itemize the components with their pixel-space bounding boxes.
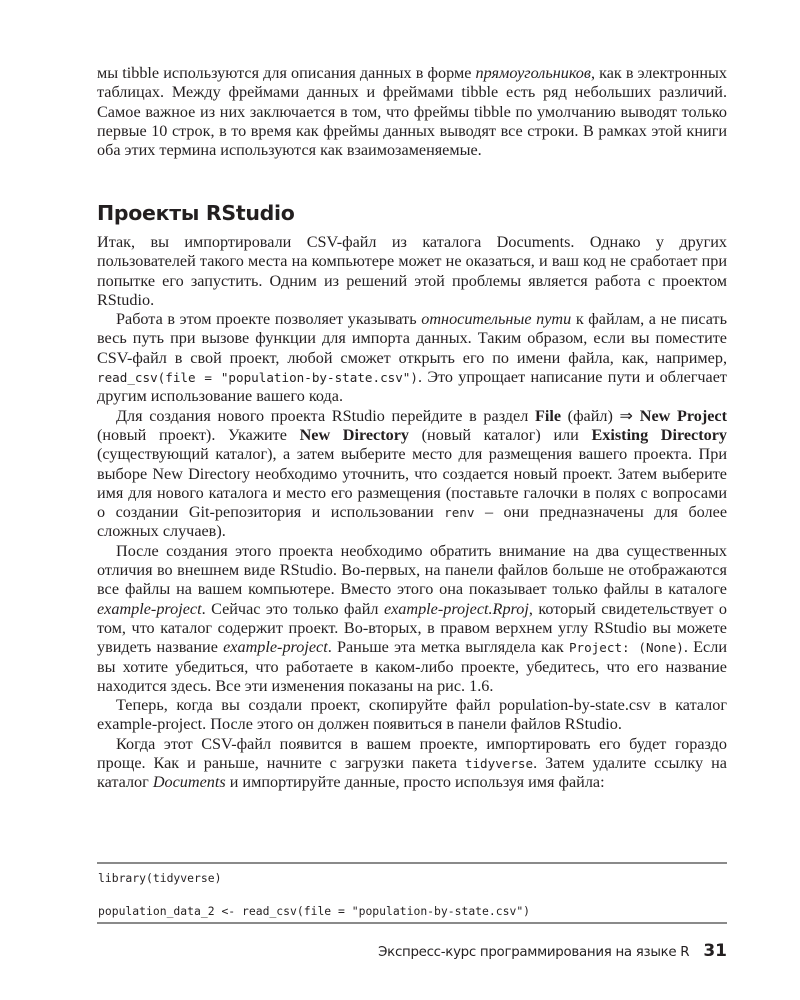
paragraph (97, 64, 727, 160)
text-run: (существующий каталог), а затем выберите место для размещения вашего проекта. При выборе New Directory необходимо уточнить, что создается новый проект. Затем выберите имя для нового каталога и место его размещения (поставьте галочки в полях с вопросами о создании Git-репозитория и использовании (97, 445, 727, 522)
text-run: . Раньше эта метка выглядела как (327, 638, 569, 657)
code-line: library(tidyverse) (98, 871, 222, 885)
text-run: , как в электронных таблицах. Между фреймами данных и фреймами tibble есть ряд небольших различий. Самое важное из них заключается в том, что фреймы tibble по умолчанию выводят только первые 10 строк, в то время как фреймы данных выводят все строки. В рамках этой книги оба этих термина используются как взаимозаменяемые. (97, 64, 727, 160)
text-run: (новый проект). Укажите (97, 425, 300, 444)
section-heading: Проекты RStudio (97, 201, 295, 225)
paragraph (97, 696, 727, 735)
emphasis-text: прямоугольников (475, 64, 591, 82)
text-run: и импортируйте данные, просто используя имя файла: (225, 773, 605, 792)
page-number: 31 (703, 941, 727, 961)
emphasis-text: example-project (97, 599, 202, 618)
text-run: (файл) ⇒ (561, 406, 640, 425)
emphasis-text: example-project (223, 638, 328, 657)
bold-term: New Directory (299, 425, 410, 444)
text-run: . Затем удалите ссылку на каталог (97, 754, 727, 792)
text-run: Теперь, когда вы создали проект, скопируйте файл population-by-state.csv в каталог example-project. После этого он должен появиться в панели файлов RStudio. (97, 696, 727, 734)
text-run: Когда этот CSV-файл появится в вашем проекте, импортировать его будет гораздо проще. Как и раньше, начните с загрузки пакета (97, 734, 727, 773)
paragraph (97, 542, 727, 696)
text-run: . Сейчас это только файл (201, 599, 384, 618)
emphasis-text: example-project.Rproj (383, 599, 529, 618)
emphasis-text: относительные пути (421, 310, 572, 329)
paragraph (97, 310, 727, 406)
paragraph (97, 735, 727, 793)
text-run: . Если вы хотите убедиться, что работаете в каком-либо проекте, убедитесь, что его название находится здесь. Все эти изменения показаны на рис. 1.6. (97, 638, 727, 695)
paragraph (97, 407, 727, 542)
emphasis-text: Documents (152, 773, 226, 792)
code-line: population_data_2 <- read_csv(file = "population-by-state.csv") (98, 904, 531, 918)
bold-term: Existing Directory (591, 425, 728, 444)
text-run: Работа в этом проекте позволяет указывать (116, 310, 422, 329)
paragraph (97, 233, 727, 310)
text-run: – они предназначены для более сложных случаев). (97, 503, 728, 541)
inline-code: Project: (None) (568, 640, 684, 656)
inline-code: read_csv(file = "population-by-state.csv") (97, 370, 418, 386)
text-run: Итак, вы импортировали CSV-файл из каталога Documents. Однако у других пользователей такого места на компьютере может не оказаться, и ваш код не сработает при попытке его запустить. Одним из решений этой проблемы является работа с проектом RStudio. (97, 233, 727, 309)
text-run: (новый каталог) или (409, 425, 592, 444)
bold-term: File (534, 406, 562, 425)
code-block (97, 862, 727, 924)
page-footer (378, 941, 727, 961)
text-run: , который свидетельствует о том, что каталог содержит проект. Во-вторых, в правом верхнем углу RStudio вы можете увидеть название (97, 599, 727, 657)
text-run: После создания этого проекта необходимо обратить внимание на два существенных отличия во внешнем виде RStudio. Во-первых, на панели файлов больше не отображаются все файлы на вашем компьютере. Вместо этого она показывает только файлы в каталоге (97, 541, 727, 599)
section-body (97, 233, 727, 793)
running-title: Экспресс-курс программирования на языке R (378, 945, 690, 960)
text-run: Для создания нового проекта RStudio перейдите в раздел (116, 406, 535, 425)
text-run: . Это упрощает написание пути и облегчает другим использование вашего кода. (97, 368, 727, 406)
intro-paragraph (97, 64, 727, 160)
text-run: мы tibble используются для описания данных в форме (97, 64, 476, 82)
inline-code: renv (444, 505, 475, 521)
text-run: к файлам, а не писать весь путь при вызове функции для импорта данных. Таким образом, если вы поместите CSV-файл в свой проект, любой сможет открыть его по имени файла, как, например, (97, 310, 727, 367)
bold-term: New Project (639, 406, 727, 425)
inline-code: tidyverse (464, 756, 534, 772)
